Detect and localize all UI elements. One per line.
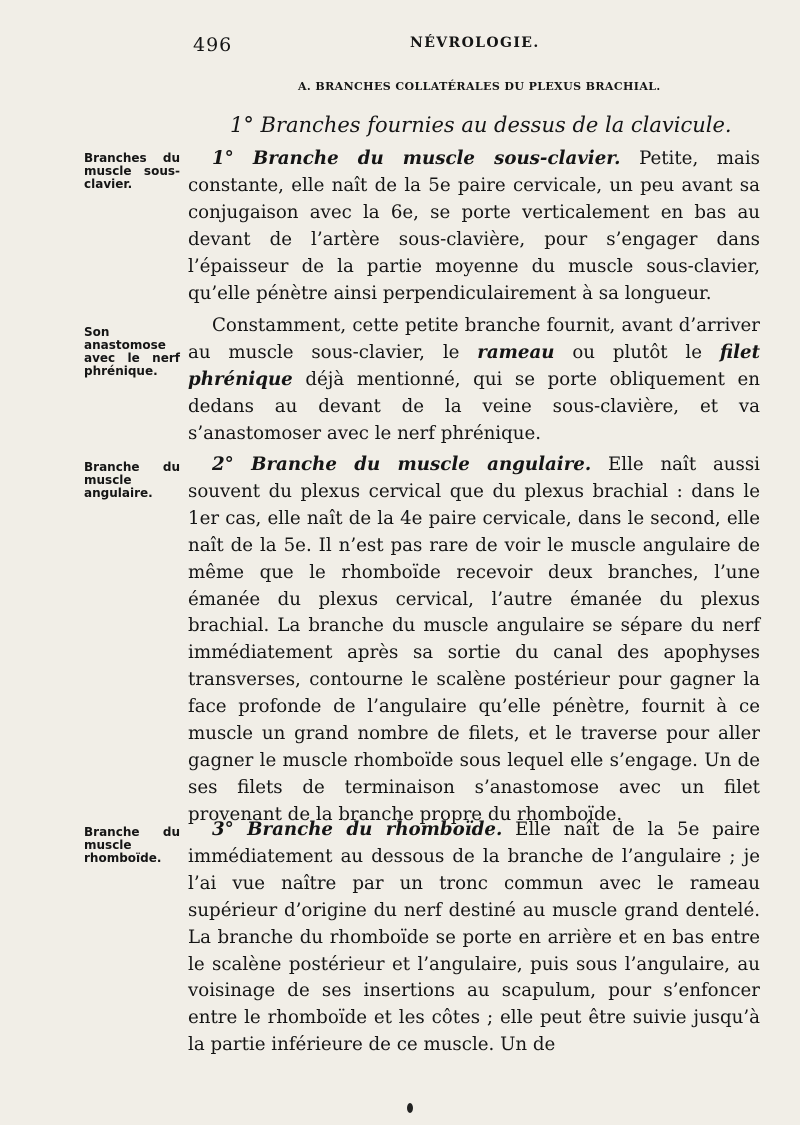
page-number: 496 — [193, 34, 233, 56]
paragraph-phrenic — [188, 313, 760, 448]
margin-note-angular: Branche du muscle angulaire. — [84, 460, 180, 500]
paragraph-angular-title: 2° Branche du muscle angulaire. — [212, 454, 592, 475]
paragraph-rhomboid-text: Elle naît de la 5e paire immédiatement au dessous de la branche de l’angulaire ; je l’ai vue naître par un tronc commun avec le rameau supérieur d’origine du nerf destiné au muscle grand dentelé. La branche du rhomboïde se porte en arrière et en bas entre le scalène postérieur et l’angulaire, puis sous l’angulaire, au voisinage de ses insertions au scapulum, pour s’enfoncer entre le rhomboïde et les côtes ; elle peut être suivie jusqu’à la partie inférieure de ce muscle. Un de — [188, 819, 760, 1056]
paragraph-phrenic-italic-1: rameau — [477, 341, 555, 363]
page-header — [0, 28, 800, 56]
running-head: NÉVROLOGIE. — [410, 35, 540, 51]
paragraph-angular-text: Elle naît aussi souvent du plexus cervical que du plexus brachial : dans le 1er cas, elle naît de la 4e paire cervicale, dans le second, elle naît de la 5e. Il n’est pas rare de voir le muscle angulaire de même que le rhomboïde recevoir deux branches, l’une émanée du plexus cervical, l’autre émanée du plexus brachial. La branche du muscle angulaire se sépare du nerf immédiatement après sa sortie du canal des apophyses transverses, contourne le scalène postérieur pour gagner la face profonde de l’angulaire qu’elle pénètre, fournit à ce muscle un grand nombre de filets, et le traverse pour aller gagner le muscle rhomboïde sous lequel elle s’engage. Un de ses filets de terminaison s’anastomose avec un filet provenant de la branche propre du rhomboïde. — [188, 454, 760, 825]
margin-note-subclavian: Branches du muscle sous-clavier. — [84, 151, 180, 191]
paragraph-subclavian-text: Petite, mais constante, elle naît de la 5e paire cervicale, un peu avant sa conjugaison avec la 6e, se porte verticalement en bas au devant de l’artère sous-clavière, pour s’engager dans l’épaisseur de la partie moyenne du muscle sous-clavier, qu’elle pénètre ainsi perpendiculairement à sa longueur. — [188, 148, 760, 304]
paragraph-phrenic-italic-2: filet phrénique — [188, 341, 760, 390]
paragraph-subclavian — [188, 146, 760, 307]
margin-note-rhomboid: Branche du muscle rhomboïde. — [84, 825, 180, 865]
section-title: A. BRANCHES COLLATÉRALES DU PLEXUS BRACHIAL. — [298, 80, 661, 93]
paragraph-rhomboid-title: 3° Branche du rhomboïde. — [212, 819, 503, 840]
paragraph-phrenic-text-a: Constamment, cette petite branche fournit, avant d’arriver au muscle sous-clavier, le — [188, 315, 760, 363]
subsection-title: 1° Branches fournies au dessus de la clavicule. — [230, 113, 732, 137]
paragraph-subclavian-title: 1° Branche du muscle sous-clavier. — [212, 148, 621, 169]
paragraph-phrenic-text-c: déjà mentionné, qui se porte obliquement en dedans au devant de la veine sous-clavière, et va s’anastomoser avec le nerf phrénique. — [188, 368, 760, 444]
page-ornament — [407, 1103, 413, 1113]
paragraph-angular — [188, 452, 760, 829]
paragraph-phrenic-text-b: ou plutôt le — [572, 341, 703, 363]
margin-note-phrenic: Son anastomose avec le nerf phrénique. — [84, 325, 180, 378]
paragraph-rhomboid — [188, 817, 760, 1059]
